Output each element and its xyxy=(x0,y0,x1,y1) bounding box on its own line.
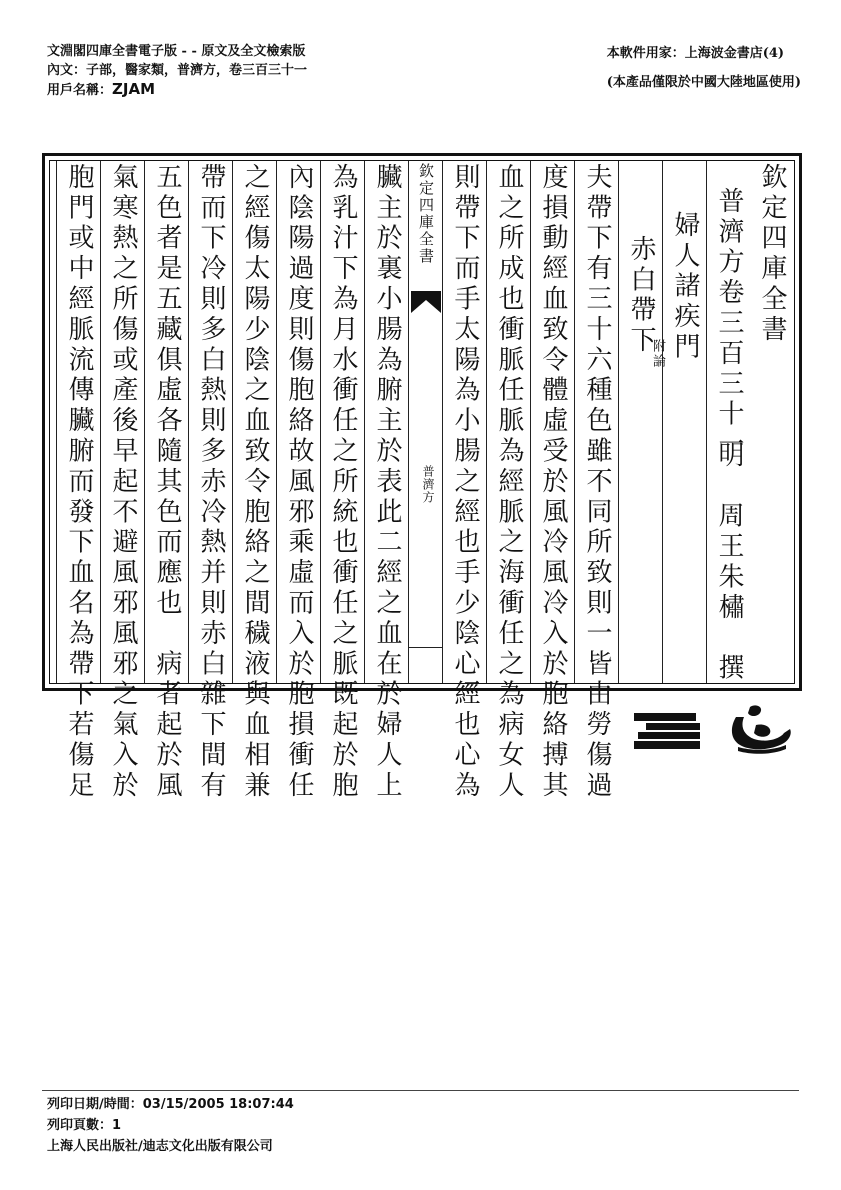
text-column: 臟主於裏小腸為腑主於表此二經之血在於婦人上 xyxy=(364,161,408,683)
center-band xyxy=(408,161,442,683)
print-date-value: 03/15/2005 18:07:44 xyxy=(142,1097,294,1112)
book-page-inner xyxy=(49,160,795,802)
footer-divider xyxy=(42,1090,799,1091)
author-line: 明 周王朱橚 撰 xyxy=(714,441,744,685)
header-left xyxy=(47,42,307,100)
chapter-title: 赤白帶下 xyxy=(626,235,656,357)
header-user-line xyxy=(47,80,307,100)
footer xyxy=(47,1094,294,1157)
user-name: ZJAM xyxy=(112,80,156,98)
column-section xyxy=(662,161,706,683)
header-product-line: 文淵閣四庫全書電子版 - - 原文及全文檢索版 xyxy=(47,44,306,59)
column-volume-title xyxy=(706,161,750,683)
text-column: 夫帶下有三十六種色雖不同所致則一皆由勞傷過 xyxy=(574,161,618,683)
header-right xyxy=(607,44,801,102)
text-column: 五色者是五藏俱虛各隨其色而應也 病者起於風 xyxy=(144,161,188,683)
column-series-title xyxy=(750,161,794,683)
text-column: 則帶下而手太陽為小腸之經也手少陰心經也心為 xyxy=(442,161,486,683)
text-column: 度損動經血致令體虛受於風冷風冷入於胞絡搏其 xyxy=(530,161,574,683)
print-pages-line: 列印頁數：1 xyxy=(47,1118,122,1133)
text-column: 之經傷太陽少陰之血致令胞絡之間穢液與血相兼 xyxy=(232,161,276,683)
fish-tail-icon xyxy=(411,291,441,313)
publisher-logo-icon xyxy=(632,703,800,755)
text-column: 帶而下冷則多白熱則多赤冷熱并則赤白雜下間有 xyxy=(188,161,232,683)
volume-title: 普濟方卷三百三十一 xyxy=(714,187,744,461)
band-divider xyxy=(409,647,442,648)
user-label: 用戶名稱： xyxy=(47,83,113,98)
chapter-note: 附論 xyxy=(650,339,665,369)
print-date-line: 列印日期/時間：03/15/2005 18:07:44 xyxy=(47,1097,294,1112)
header-licensee: 本軟件用家：上海波金書店(4) xyxy=(606,46,785,61)
publisher-line: 上海人民出版社/迪志文化出版有限公司 xyxy=(47,1139,273,1154)
text-column: 為乳汁下為月水衝任之所統也衝任之脈既起於胞 xyxy=(320,161,364,683)
header-content-line: 內文：子部，醫家類，普濟方，卷三百三十一 xyxy=(47,63,308,78)
text-column: 氣寒熱之所傷或產後早起不避風邪風邪之氣入於 xyxy=(100,161,144,683)
band-book-title: 普濟方 xyxy=(421,465,435,504)
band-series-title: 欽定四庫全書 xyxy=(417,163,435,265)
text-column: 胞門或中經脈流傳臟腑而發下血名為帶下若傷足 xyxy=(56,161,100,683)
section-title: 婦人諸疾門 xyxy=(670,211,700,363)
text-column: 血之所成也衝脈任脈為經脈之海衝任之為病女人 xyxy=(486,161,530,683)
print-pages-value: 1 xyxy=(112,1118,122,1133)
text-column: 內陰陽過度則傷胞絡故風邪乘虛而入於胞損衝任 xyxy=(276,161,320,683)
header-region-note: (本產品僅限於中國大陸地區使用) xyxy=(606,75,801,90)
series-title: 欽定四庫全書 xyxy=(757,163,787,346)
column-chapter xyxy=(618,161,665,683)
book-page-frame xyxy=(42,153,802,802)
